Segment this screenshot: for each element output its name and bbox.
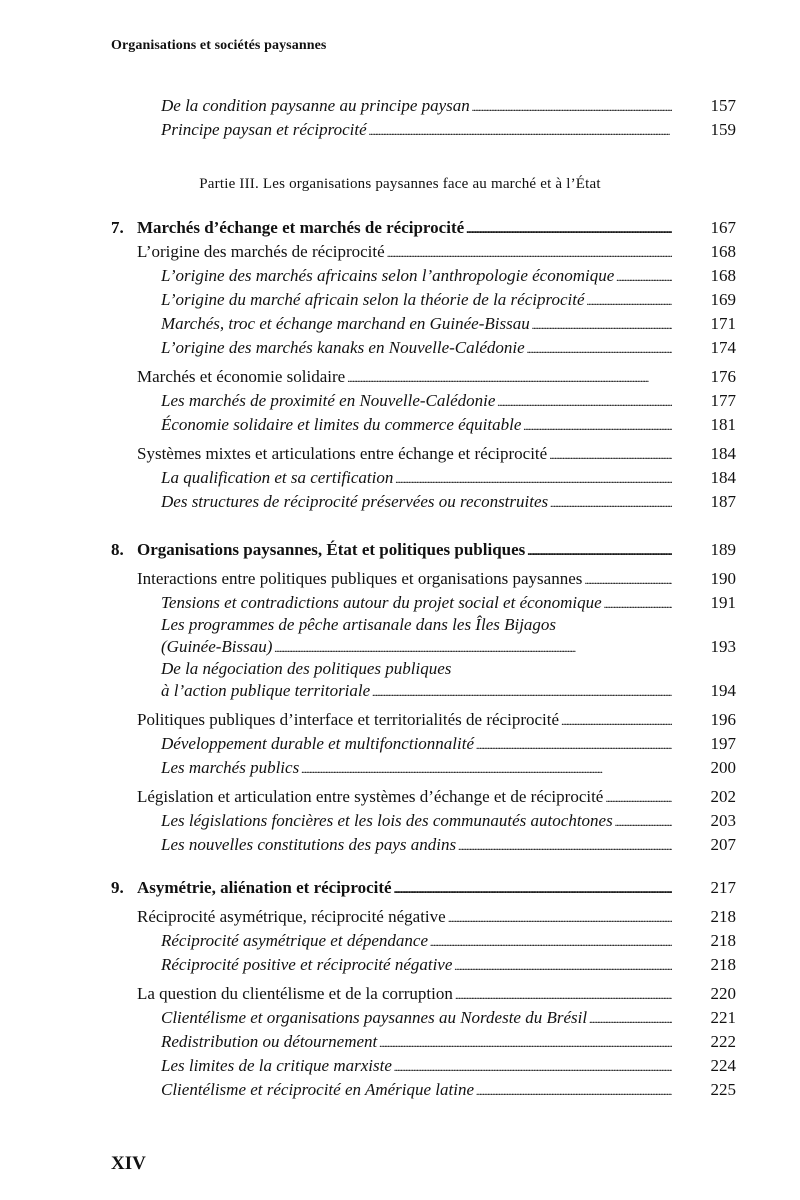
page-number: 218 bbox=[710, 907, 736, 926]
page-number: 184 bbox=[710, 468, 736, 487]
page-number: 169 bbox=[710, 290, 736, 309]
page-number: 157 bbox=[710, 96, 736, 115]
page-number: 203 bbox=[710, 811, 736, 830]
section-entry: Systèmes mixtes et articulations entre échange et réciprocité . . . 184 bbox=[0, 442, 800, 466]
page-number: 191 bbox=[710, 593, 736, 612]
page-number: 222 bbox=[710, 1032, 736, 1051]
subsection-entry: Réciprocité positive et réciprocité négative . . . 218 bbox=[0, 953, 800, 977]
page-number: 200 bbox=[710, 758, 736, 777]
subsection-entry: Économie solidaire et limites du commerce équitable . . . 181 bbox=[0, 413, 800, 437]
toc-entry: Principe paysan et réciprocité . . . 159 bbox=[0, 118, 800, 142]
subsection-entry: La qualification et sa certification . . . 184 bbox=[0, 466, 800, 490]
subsection-entry: L’origine du marché africain selon la théorie de la réciprocité . . . 169 bbox=[0, 288, 800, 312]
subsection-entry: Marchés, troc et échange marchand en Guinée-Bissau . . . 171 bbox=[0, 312, 800, 336]
subsection-entry: Les marchés publics . . . 200 bbox=[0, 756, 800, 780]
page-number: 177 bbox=[710, 391, 736, 410]
subsection-entry: Des structures de réciprocité préservées ou reconstruites . . . 187 bbox=[0, 490, 800, 514]
page-number: 171 bbox=[710, 314, 736, 333]
section-entry: Marchés et économie solidaire . . . 176 bbox=[0, 365, 800, 389]
page-number: 176 bbox=[710, 367, 736, 386]
chapter-8 bbox=[0, 538, 800, 857]
page-number: 217 bbox=[710, 878, 736, 897]
page-number: 207 bbox=[710, 835, 736, 854]
subsection-entry: Clientélisme et réciprocité en Amérique latine . . . 225 bbox=[0, 1078, 800, 1102]
page-number: 187 bbox=[710, 492, 736, 511]
page-number: 202 bbox=[710, 787, 736, 806]
subsection-entry: Tensions et contradictions autour du projet social et économique . . . 191 bbox=[0, 591, 800, 615]
subsection-entry: Les limites de la critique marxiste . . . 224 bbox=[0, 1054, 800, 1078]
section-entry: L’origine des marchés de réciprocité . . . 168 bbox=[0, 240, 800, 264]
page-number: 189 bbox=[710, 540, 736, 559]
section-entry: Réciprocité asymétrique, réciprocité négative . . . 218 bbox=[0, 905, 800, 929]
page-number: 218 bbox=[710, 931, 736, 950]
subsection-entry: L’origine des marchés kanaks en Nouvelle-Calédonie . . . 174 bbox=[0, 336, 800, 360]
chapter-7 bbox=[0, 216, 800, 514]
page-number: 181 bbox=[710, 415, 736, 434]
subsection-entry: Redistribution ou détournement . . . 222 bbox=[0, 1030, 800, 1054]
page-number: 194 bbox=[710, 681, 736, 700]
section-entry: Législation et articulation entre systèmes d’échange et de réciprocité . . . 202 bbox=[0, 785, 800, 809]
section-entry: Politiques publiques d’interface et territorialités de réciprocité . . . 196 bbox=[0, 708, 800, 732]
subsection-entry: Clientélisme et organisations paysannes au Nordeste du Brésil . . . 221 bbox=[0, 1006, 800, 1030]
page-number: 168 bbox=[710, 266, 736, 285]
page-number: 196 bbox=[710, 710, 736, 729]
page-number: 167 bbox=[710, 218, 736, 237]
chapter-number: 8. bbox=[111, 540, 124, 559]
chapter-number: 7. bbox=[111, 218, 124, 237]
running-head: Organisations et sociétés paysannes bbox=[111, 38, 327, 53]
subsection-entry: L’origine des marchés africains selon l’anthropologie économique . . . 168 bbox=[0, 264, 800, 288]
chapter-heading bbox=[0, 876, 800, 900]
chapter-title: Asymétrie, aliénation et réciprocité bbox=[137, 878, 392, 897]
subsection-entry: Développement durable et multifonctionnalité . . . 197 bbox=[0, 732, 800, 756]
section-entry: Interactions entre politiques publiques et organisations paysannes . . . 190 bbox=[0, 567, 800, 591]
subsection-entry: Réciprocité asymétrique et dépendance . . . 218 bbox=[0, 929, 800, 953]
page-number: 218 bbox=[710, 955, 736, 974]
page-number: 190 bbox=[710, 569, 736, 588]
chapter-title: Marchés d’échange et marchés de réciprocité bbox=[137, 218, 465, 237]
folio-page-number: XIV bbox=[111, 1153, 146, 1174]
page-number: 197 bbox=[710, 734, 736, 753]
chapter-title: Organisations paysannes, État et politiques publiques bbox=[137, 540, 526, 559]
subsection-entry: De la négociation des politiques publiques à l’action publique territoriale . . . 194 bbox=[0, 659, 800, 703]
chapter-heading bbox=[0, 538, 800, 562]
page-number: 221 bbox=[710, 1008, 736, 1027]
toc-entry: De la condition paysanne au principe paysan . . . 157 bbox=[0, 94, 800, 118]
subsection-entry: Les nouvelles constitutions des pays andins . . . 207 bbox=[0, 833, 800, 857]
subsection-entry: Les législations foncières et les lois des communautés autochtones . . . 203 bbox=[0, 809, 800, 833]
page-number: 184 bbox=[710, 444, 736, 463]
subsection-entry: Les programmes de pêche artisanale dans les Îles Bijagos (Guinée-Bissau) . . . 193 bbox=[0, 615, 800, 659]
subsection-entry: Les marchés de proximité en Nouvelle-Calédonie . . . 177 bbox=[0, 389, 800, 413]
page-number: 168 bbox=[710, 242, 736, 261]
chapter-number: 9. bbox=[111, 878, 124, 897]
page-number: 224 bbox=[710, 1056, 736, 1075]
section-entry: La question du clientélisme et de la corruption . . . 220 bbox=[0, 982, 800, 1006]
page-number: 174 bbox=[710, 338, 736, 357]
chapter-9 bbox=[0, 876, 800, 1102]
page-number: 193 bbox=[710, 637, 736, 656]
part-heading: Partie III. Les organisations paysannes face au marché et à l’État bbox=[199, 176, 601, 192]
page-number: 159 bbox=[710, 120, 736, 139]
page-number: 220 bbox=[710, 984, 736, 1003]
chapter-heading bbox=[0, 216, 800, 240]
page-number: 225 bbox=[710, 1080, 736, 1099]
